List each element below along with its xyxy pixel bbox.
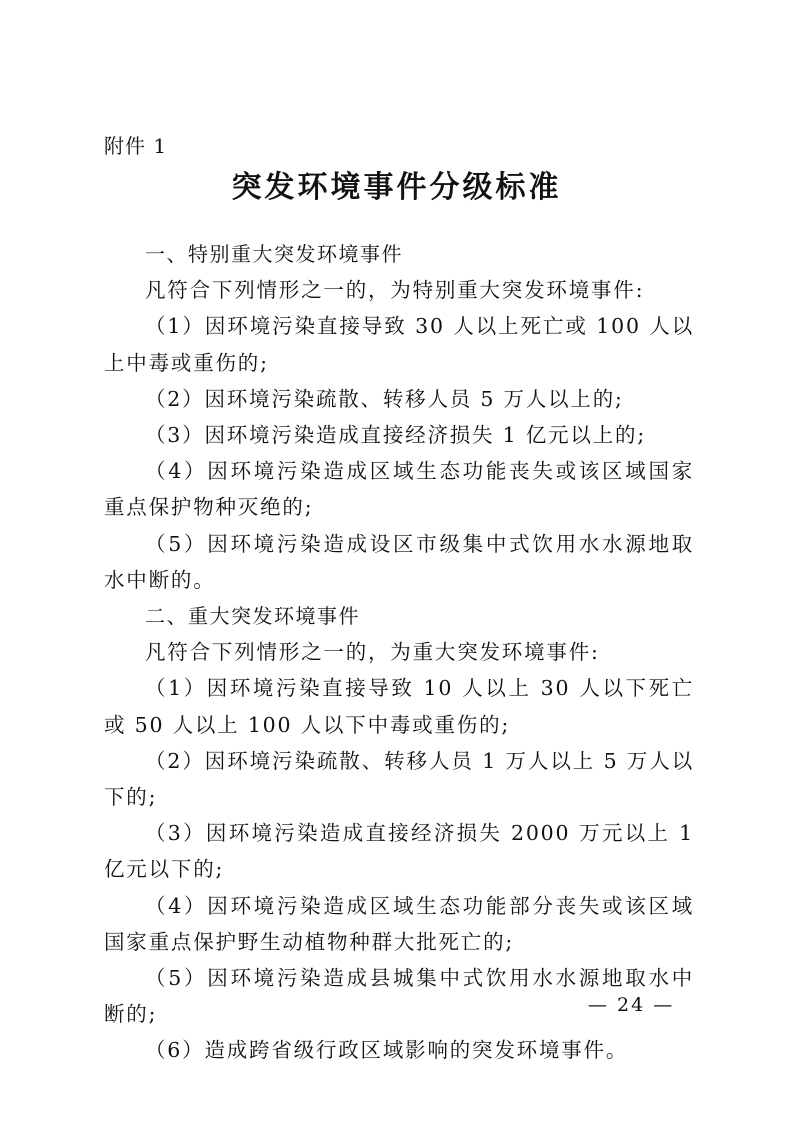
criteria-item: （2）因环境污染疏散、转移人员 5 万人以上的; xyxy=(145,386,624,411)
criteria-item: （1）因环境污染直接导致 30 人以上死亡或 100 人以上中毒或重伤的; xyxy=(104,314,694,375)
criteria-item: （2）因环境污染疏散、转移人员 1 万人以上 5 万人以下的; xyxy=(104,748,694,810)
section-heading-major: 二、重大突发环境事件 xyxy=(145,604,360,629)
document-title: 突发环境事件分级标准 xyxy=(231,170,562,205)
criteria-item: （1）因环境污染直接导致 10 人以上 30 人以下死亡或 50 人以上 100 人以下中毒或重伤的; xyxy=(104,676,694,737)
section-intro: 凡符合下列情形之一的，为重大突发环境事件: xyxy=(145,640,600,665)
criteria-item: （4）因环境污染造成区域生态功能部分丧失或该区域国家重点保护野生动植物种群大批死亡的; xyxy=(104,893,694,954)
section-intro: 凡符合下列情形之一的，为特别重大突发环境事件: xyxy=(145,278,645,303)
criteria-item: （5）因环境污染造成县城集中式饮用水水源地取水中断的; xyxy=(104,966,694,1027)
criteria-item: （6）造成跨省级行政区域影响的突发环境事件。 xyxy=(145,1038,629,1063)
criteria-item: （3）因环境污染造成直接经济损失 1 亿元以上的; xyxy=(145,423,647,448)
document-body xyxy=(104,236,694,1069)
page-number: — 24 — xyxy=(588,994,675,1016)
criteria-item: （5）因环境污染造成设区市级集中式饮用水水源地取水中断的。 xyxy=(104,531,694,592)
criteria-item: （3）因环境污染造成直接经济损失 2000 万元以上 1 亿元以下的; xyxy=(104,821,694,882)
criteria-item: （4）因环境污染造成区域生态功能丧失或该区域国家重点保护物种灭绝的; xyxy=(104,459,694,520)
section-heading-especially-major: 一、特别重大突发环境事件 xyxy=(145,242,403,266)
annex-label: 附件 1 xyxy=(104,134,168,158)
